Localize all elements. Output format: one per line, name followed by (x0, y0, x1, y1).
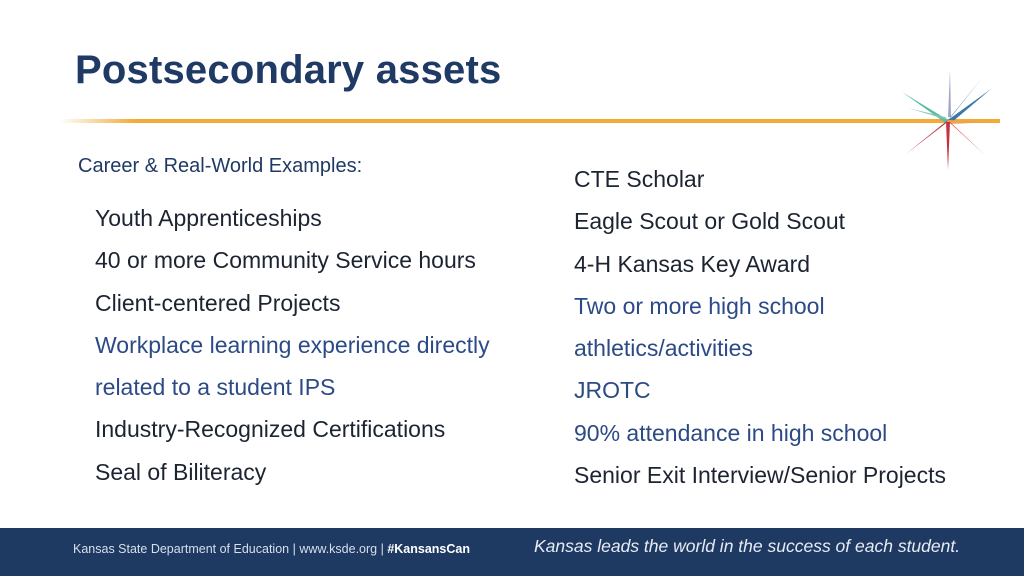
footer-credits (73, 542, 470, 556)
page-title: Postsecondary assets (75, 48, 502, 92)
list-item: Senior Exit Interview/Senior Projects (574, 462, 946, 489)
section-subheading: Career & Real-World Examples: (78, 155, 363, 177)
list-item: related to a student IPS (95, 374, 336, 401)
footer-hashtag: #KansansCan (387, 542, 471, 556)
list-item: 4-H Kansas Key Award (574, 250, 811, 277)
ksde-star-logo-icon (898, 68, 998, 172)
list-item: 40 or more Community Service hours (95, 247, 476, 274)
footer-url[interactable]: www.ksde.org (299, 542, 378, 556)
footer-separator: | (377, 542, 388, 556)
right-asset-list (574, 158, 946, 496)
list-item: Two or more high school (574, 292, 825, 319)
title-underline (60, 119, 1000, 123)
list-item: Eagle Scout or Gold Scout (574, 208, 846, 235)
footer-tagline: Kansas leads the world in the success of each student. (534, 536, 961, 556)
list-item: Seal of Biliteracy (95, 458, 267, 485)
footer-separator: | (289, 542, 300, 556)
list-item: JROTC (574, 377, 651, 404)
list-item: Client-centered Projects (95, 289, 341, 316)
list-item: Workplace learning experience directly (95, 331, 490, 358)
list-item: CTE Scholar (574, 166, 705, 192)
list-item: Industry-Recognized Certifications (95, 416, 446, 443)
list-item: Youth Apprenticeships (95, 205, 322, 231)
footer-org: Kansas State Department of Education (73, 542, 290, 556)
list-item: athletics/activities (574, 335, 753, 362)
left-asset-list (95, 197, 490, 493)
list-item: 90% attendance in high school (574, 419, 888, 446)
footer-bar (0, 528, 1024, 576)
